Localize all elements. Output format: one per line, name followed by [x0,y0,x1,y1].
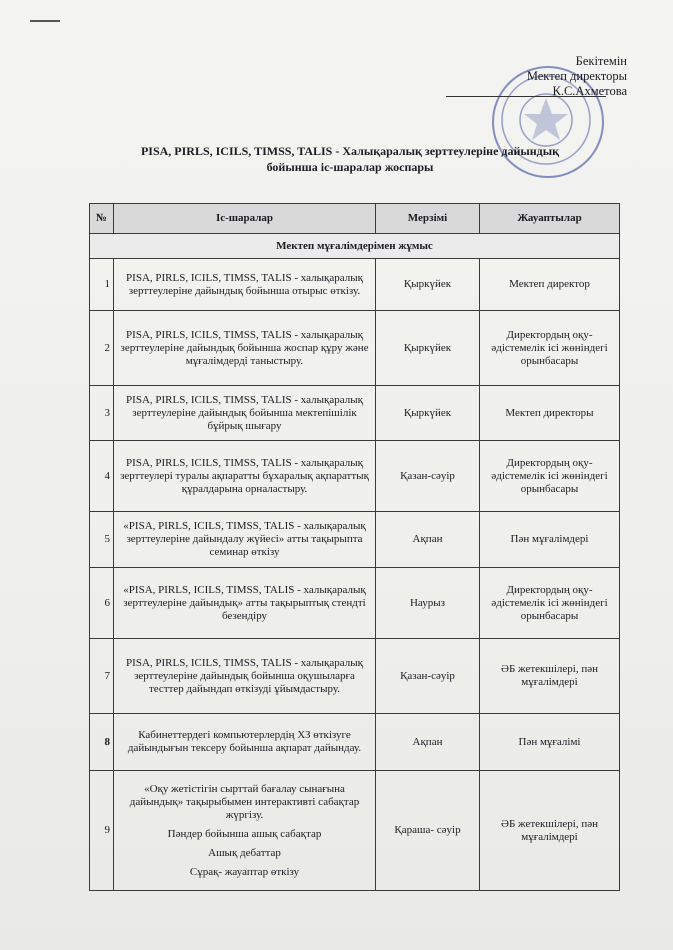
approval-block [527,54,627,99]
table-row [90,512,620,568]
header-activity: Іс-шаралар [114,204,376,234]
row-deadline: Қыркүйек [376,259,480,311]
row-number: 2 [90,311,114,386]
row-responsible: Директордың оқу-әдістемелік ісі жөніндегі орынбасары [480,441,620,512]
table-row [90,259,620,311]
table-header-row [90,204,620,234]
row-activity: PISA, PIRLS, ICILS, TIMSS, TALIS - халықаралық зерттеулеріне дайындық бойынша отырыс өткізу. [114,259,376,311]
row-responsible: Директордың оқу-әдістемелік ісі жөніндегі орынбасары [480,568,620,639]
row-number: 4 [90,441,114,512]
table-row [90,639,620,714]
document-title [100,143,600,175]
approval-position: Мектеп директоры [526,69,627,83]
row-number: 6 [90,568,114,639]
row-activity: «PISA, PIRLS, ICILS, TIMSS, TALIS - халықаралық зерттеулеріне дайындалу жүйесі» атты тақырыпта семинар өткізу [114,512,376,568]
row-deadline: Наурыз [376,568,480,639]
row-deadline: Ақпан [376,714,480,771]
approval-name: К.С.Ахметова [552,84,627,98]
header-responsible: Жауаптылар [480,204,620,234]
row-activity-sub: Ашық дебаттар [208,846,281,859]
row-number: 1 [90,259,114,311]
row-number: 9 [90,771,114,891]
table-row [90,311,620,386]
row-activity-block [114,771,376,891]
table-row [90,771,620,891]
row-activity: PISA, PIRLS, ICILS, TIMSS, TALIS - халықаралық зерттеулеріне дайындық бойынша оқушыларға тесттер дайындап өткізуді ұйымдастыру. [114,639,376,714]
row-number: 3 [90,386,114,441]
row-responsible: Пән мұғалімдері [480,512,620,568]
header-number: № [90,204,114,234]
row-activity: Кабинеттердегі компьютерлердің ХЗ өткізуге дайындығын тексеру бойынша ақпарат дайындау. [114,714,376,771]
row-activity: PISA, PIRLS, ICILS, TIMSS, TALIS - халықаралық зерттеулеріне дайындық бойынша мектепішілік бұйрық шығару [114,386,376,441]
row-activity: PISA, PIRLS, ICILS, TIMSS, TALIS - халықаралық зерттеулеріне дайындық бойынша жоспар құру және мұғалімдерді таныстыру. [114,311,376,386]
row-deadline: Қазан-сәуір [376,441,480,512]
section-title: Мектеп мұғалімдерімен жұмыс [90,234,620,259]
row-responsible: Мектеп директор [480,259,620,311]
title-line-2: бойынша іс-шаралар жоспары [266,160,434,174]
row-responsible: ӘБ жетекшілері, пән мұғалімдері [480,639,620,714]
scan-mark [30,20,60,22]
row-activity-sub: Пәндер бойынша ашық сабақтар [167,827,322,840]
plan-table [89,203,620,891]
row-responsible: Мектеп директоры [480,386,620,441]
table-row [90,568,620,639]
row-activity-sub: Сұрақ- жауаптар өткізу [189,865,300,878]
table-row [90,441,620,512]
row-deadline: Қыркүйек [376,311,480,386]
row-number: 7 [90,639,114,714]
row-deadline: Қараша- сәуір [376,771,480,891]
row-activity: «PISA, PIRLS, ICILS, TIMSS, TALIS - халықаралық зерттеулеріне дайындық» атты тақырыптық стендті безендіру [114,568,376,639]
row-responsible: Директордың оқу-әдістемелік ісі жөніндегі орынбасары [480,311,620,386]
approval-title: Бекітемін [575,54,627,68]
section-row [90,234,620,259]
row-number: 8 [90,714,114,771]
row-activity: «Оқу жетістігін сырттай бағалау сынағына дайындық» тақырыбымен интерактивті сабақтар жүргізу. [129,782,360,821]
row-deadline: Қазан-сәуір [376,639,480,714]
row-activity: PISA, PIRLS, ICILS, TIMSS, TALIS - халықаралық зерттеулері туралы ақпаратты бұхаралық ақпараттық құралдарына орналастыру. [114,441,376,512]
row-deadline: Қыркүйек [376,386,480,441]
title-line-1: PISA, PIRLS, ICILS, TIMSS, TALIS - Халықаралық зерттеулеріне дайындық [140,144,560,158]
row-number: 5 [90,512,114,568]
row-responsible: ӘБ жетекшілері, пән мұғалімдері [480,771,620,891]
table-row [90,386,620,441]
row-deadline: Ақпан [376,512,480,568]
row-responsible: Пән мұғалімі [480,714,620,771]
header-deadline: Мерзімі [376,204,480,234]
table-row [90,714,620,771]
signature-line [446,96,606,97]
